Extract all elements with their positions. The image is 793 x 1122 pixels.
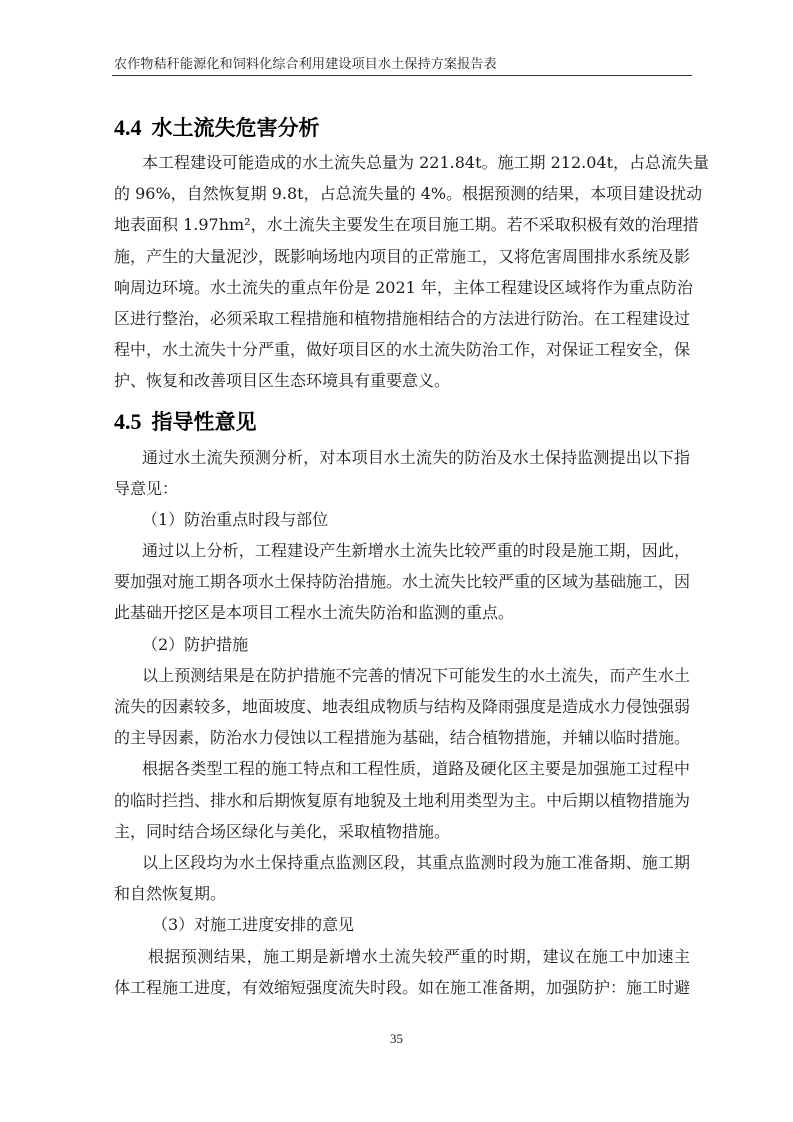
running-header: 农作物秸秆能源化和饲料化综合利用建设项目水土保持方案报告表 — [114, 57, 497, 72]
text-line: 要加强对施工期各项水土保持防治措施。水土流失比较严重的区域为基础施工，因 — [114, 572, 691, 592]
section-4-5-body — [114, 442, 690, 1003]
section-heading-4-5 — [114, 406, 257, 438]
text-line: 此基础开挖区是本项目工程水土流失防治和监测的重点。 — [114, 603, 515, 623]
section-title: 指导性意见 — [151, 410, 257, 434]
text-line: 主，同时结合场区绿化与美化，采取植物措施。 — [114, 821, 451, 841]
text-line: 的 96%，自然恢复期 9.8t，占总流失量的 4%。根据预测的结果，本项目建设扰动 — [114, 184, 703, 204]
text-line: 通过以上分析，工程建设产生新增水土流失比较严重的时段是施工期，因此， — [142, 541, 690, 561]
text-line: 以上预测结果是在防护措施不完善的情况下可能发生的水土流失，而产生水土 — [142, 665, 690, 685]
text-line: 根据各类型工程的施工特点和工程性质，道路及硬化区主要是加强施工过程中 — [142, 759, 690, 779]
section-number: 4.4 — [114, 115, 142, 140]
subheading-1: （1）防治重点时段与部位 — [142, 509, 329, 529]
subheading-3: （3）对施工进度安排的意见 — [152, 915, 355, 935]
subheading-2: （2）防护措施 — [142, 634, 249, 654]
section-heading-4-4 — [114, 112, 320, 144]
text-line: 响周边环境。水土流失的重点年份是 2021 年，主体工程建设区域将作为重点防治 — [114, 277, 693, 297]
text-line: 施，产生的大量泥沙，既影响场地内项目的正常施工，又将危害周围排水系统及影 — [114, 246, 691, 266]
section-number: 4.5 — [114, 409, 142, 434]
text-line: 的主导因素，防治水力侵蚀以工程措施为基础，结合植物措施，并辅以临时措施。 — [114, 728, 691, 748]
text-line: 流失的因素较多，地面坡度、地表组成物质与结构及降雨强度是造成水力侵蚀强弱 — [114, 697, 691, 716]
section-title: 水土流失危害分析 — [151, 116, 320, 140]
text-line: 本工程建设可能造成的水土流失总量为 221.84t。施工期 212.04t，占总流失量 — [142, 153, 710, 172]
text-line: 护、恢复和改善项目区生态环境具有重要意义。 — [114, 371, 451, 391]
header-rule — [112, 75, 692, 76]
text-line: 根据预测结果，施工期是新增水土流失较严重的时期，建议在施工中加速主 — [148, 946, 690, 966]
text-line: 区进行整治，必须采取工程措施和植物措施相结合的方法进行防治。在工程建设过 — [114, 308, 691, 328]
text-line: 以上区段均为水土保持重点监测区段，其重点监测时段为施工准备期、施工期 — [142, 852, 690, 872]
text-line: 和自然恢复期。 — [114, 884, 227, 904]
page-number: 35 — [390, 1031, 403, 1046]
text-line: 程中，水土流失十分严重，做好项目区的水土流失防治工作，对保证工程安全，保 — [114, 340, 691, 360]
text-line: 体工程施工进度，有效缩短强度流失时段。如在施工准备期，加强防护：施工时避 — [114, 977, 691, 997]
text-line: 地表面积 1.97hm²，水土流失主要发生在项目施工期。若不采取积极有效的治理措 — [114, 215, 699, 235]
text-line: 通过水土流失预测分析，对本项目水土流失的防治及水土保持监测提出以下指 — [142, 447, 690, 467]
text-line: 导意见： — [114, 478, 179, 498]
text-line: 的临时拦挡、排水和后期恢复原有地貌及土地利用类型为主。中后期以植物措施为 — [114, 790, 691, 810]
section-4-4-body — [114, 147, 710, 397]
